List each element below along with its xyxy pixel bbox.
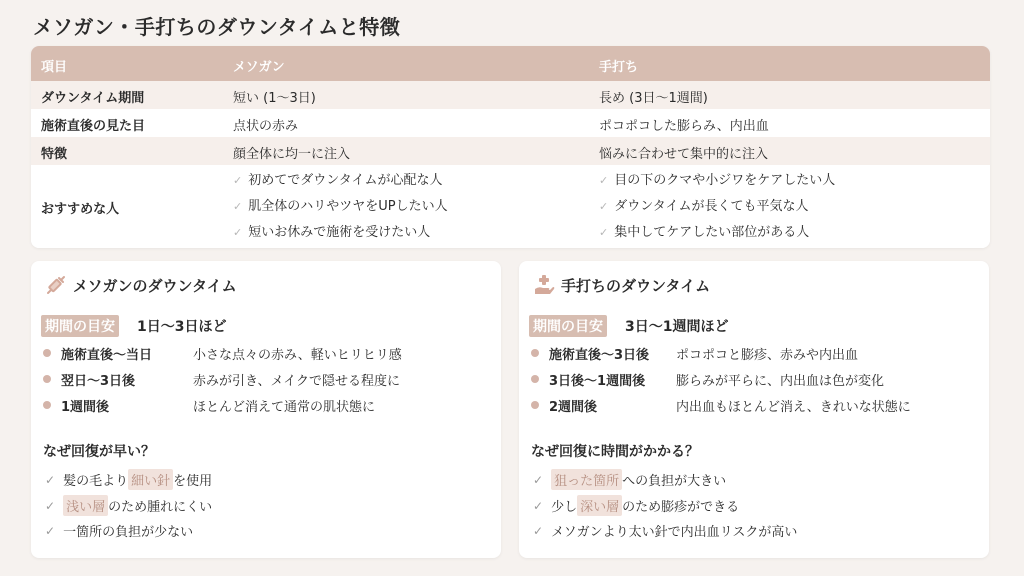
check-icon: ✓ bbox=[599, 226, 609, 239]
recommend-item: ✓ 集中してケアしたい部位がある人 bbox=[599, 225, 810, 240]
injection-gun-icon bbox=[45, 274, 67, 296]
cell-mesogun: 顔全体に均一に注入 bbox=[233, 147, 351, 162]
check-icon: ✓ bbox=[45, 472, 56, 487]
highlight: 浅い層 bbox=[63, 495, 108, 516]
row-label: おすすめな人 bbox=[41, 202, 120, 217]
highlight: 細い針 bbox=[128, 469, 173, 490]
check-icon: ✓ bbox=[233, 226, 243, 239]
period-value: 1日〜3日ほど bbox=[137, 319, 227, 335]
check-icon: ✓ bbox=[45, 523, 56, 538]
recommend-item: ✓ ダウンタイムが長くても平気な人 bbox=[599, 199, 809, 214]
check-icon: ✓ bbox=[233, 174, 243, 187]
reason-point: ✓ 一箇所の負担が少ない bbox=[45, 523, 194, 540]
cell-mesogun: 点状の赤み bbox=[233, 119, 299, 134]
bullet-dot bbox=[531, 375, 539, 383]
reason-point: ✓ 浅い層 のため腫れにくい bbox=[45, 495, 212, 516]
check-icon: ✓ bbox=[599, 200, 609, 213]
table-row bbox=[31, 109, 990, 137]
hand-care-icon bbox=[533, 274, 555, 296]
highlight: 深い層 bbox=[577, 495, 622, 516]
reason-question: なぜ回復に時間がかかる？ bbox=[531, 444, 699, 460]
highlight: 狙った箇所 bbox=[551, 469, 622, 490]
reason-point: ✓ 狙った箇所 への負担が大きい bbox=[533, 469, 726, 490]
cell-hand: ポコポコした膨らみ、内出血 bbox=[599, 119, 769, 134]
bullet-dot bbox=[531, 401, 539, 409]
card-title: メソガンのダウンタイム bbox=[73, 276, 237, 295]
cell-hand: 悩みに合わせて集中的に注入 bbox=[599, 147, 769, 162]
check-icon: ✓ bbox=[599, 174, 609, 187]
period-tag: 期間の目安 bbox=[529, 315, 607, 337]
table-row-recommend bbox=[31, 165, 990, 248]
page-title: メソガン・手打ちのダウンタイムと特徴 bbox=[33, 15, 401, 39]
reason-point: ✓ メソガンより太い針で内出血リスクが高い bbox=[533, 523, 798, 540]
reason-point: ✓ 少し 深い層 のため膨疹ができる bbox=[533, 495, 739, 516]
cell-mesogun: 短い (1〜3日) bbox=[233, 91, 316, 106]
header-item: 項目 bbox=[41, 60, 68, 75]
table-row bbox=[31, 81, 990, 109]
row-label: ダウンタイム期間 bbox=[41, 91, 145, 106]
recommend-item: ✓ 肌全体のハリやツヤをUPしたい人 bbox=[233, 199, 448, 214]
period-value: 3日〜1週間ほど bbox=[625, 319, 729, 335]
comparison-table bbox=[31, 46, 990, 248]
bullet-dot bbox=[531, 349, 539, 357]
hand-injection-downtime-card: 手打ちのダウンタイム 期間の目安 3日〜1週間ほど 施術直後〜3日後 ポコポコと膨疹、赤みや内出血 3日後〜1週間後 膨らみが平らに、内出血は色が変化 2週間後 内出血もほとんど消え、きれいな状態に なぜ回復に時間がかかる？ ✓ 狙った箇所 への負担が大きい ✓ 少し 深い層 のため膨疹ができる ✓ メソガンより太い針で内出血リスクが高い bbox=[519, 261, 989, 558]
row-label: 特徴 bbox=[41, 147, 68, 162]
check-icon: ✓ bbox=[533, 498, 544, 513]
table-row bbox=[31, 137, 990, 165]
bullet-dot bbox=[43, 401, 51, 409]
period-row bbox=[41, 315, 226, 337]
table-header bbox=[31, 46, 990, 81]
recommend-item: ✓ 短いお休みで施術を受けたい人 bbox=[233, 225, 431, 240]
recommend-item: ✓ 目の下のクマや小ジワをケアしたい人 bbox=[599, 173, 836, 188]
bullet-dot bbox=[43, 375, 51, 383]
header-mesogun: メソガン bbox=[233, 60, 285, 75]
cell-hand: 長め (3日〜1週間) bbox=[599, 91, 708, 106]
reason-point: ✓ 髪の毛より 細い針 を使用 bbox=[45, 469, 212, 490]
check-icon: ✓ bbox=[233, 200, 243, 213]
bullet-dot bbox=[43, 349, 51, 357]
row-label: 施術直後の見た目 bbox=[41, 119, 146, 134]
reason-question: なぜ回復が早い？ bbox=[43, 444, 155, 460]
check-icon: ✓ bbox=[45, 498, 56, 513]
card-header bbox=[45, 274, 237, 296]
period-tag: 期間の目安 bbox=[41, 315, 119, 337]
card-title: 手打ちのダウンタイム bbox=[561, 276, 711, 295]
mesogun-downtime-card: メソガンのダウンタイム 期間の目安 1日〜3日ほど 施術直後〜当日 小さな点々の赤み、軽いヒリヒリ感 翌日〜3日後 赤みが引き、メイクで隠せる程度に 1週間後 ほとんど消えて通常の肌状態に なぜ回復が早い？ ✓ 髪の毛より 細い針 を使用 ✓ 浅い層 のため腫れにくい ✓ 一箇所の負担が少ない bbox=[31, 261, 501, 558]
recommend-item: ✓ 初めてでダウンタイムが心配な人 bbox=[233, 173, 443, 188]
header-hand: 手打ち bbox=[599, 60, 639, 75]
period-row bbox=[529, 315, 728, 337]
check-icon: ✓ bbox=[533, 523, 544, 538]
check-icon: ✓ bbox=[533, 472, 544, 487]
card-header bbox=[533, 274, 710, 296]
